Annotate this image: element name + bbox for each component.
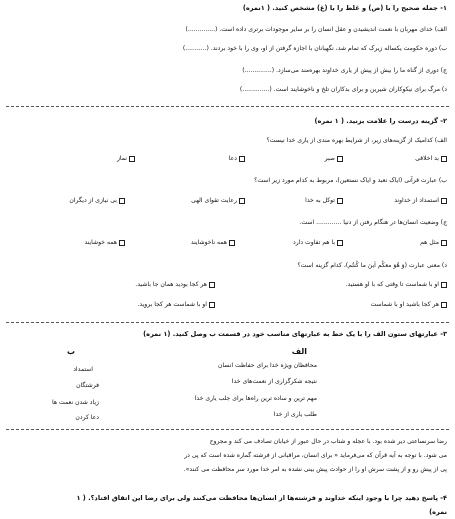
passage-line-1: رضا سرنساعتی دیر شده بود. با عجله و شتاب در حال عبور از خیابان تصادف می کند و مجروح: [209, 438, 447, 445]
checkbox[interactable]: [229, 240, 235, 246]
q2c-option-2[interactable]: با هم تفاوت دارد: [293, 239, 343, 246]
q1-item-b: ب) دوره حکومت یکساله زیرک که تمام شد، نگهبانان با اجازه گرفتن از او، وی را با خود بردند. (...........): [182, 45, 447, 52]
q2b-option-3[interactable]: رعایت تقوای الهی: [191, 197, 245, 204]
q3-col-b-item-4: دعا کردن: [75, 414, 99, 421]
section-divider: [6, 429, 449, 430]
checkbox[interactable]: [239, 198, 245, 204]
checkbox[interactable]: [441, 156, 447, 162]
checkbox[interactable]: [129, 156, 135, 162]
checkbox[interactable]: [441, 282, 447, 288]
q3-col-a-item-1: محافظان ویژه خدا برای حفاظت انسان: [217, 362, 317, 369]
q2d-option-2[interactable]: هر کجا بودید همان جا باشید.: [135, 281, 215, 288]
checkbox[interactable]: [441, 240, 447, 246]
checkbox[interactable]: [119, 240, 125, 246]
q2b-option-2[interactable]: توکل به خدا: [305, 197, 343, 204]
q2a-question: الف) کدامیک از گزینه‌های زیر، از شرایط بهره مندی از یاری خدا نیست؟: [266, 137, 447, 144]
q2b-option-1[interactable]: استمداد از خداوند: [394, 197, 447, 204]
q1-item-d: د) مرگ برای نیکوکاران شیرین و برای بدکاران تلخ و ناخوشایند است. (..............): [239, 86, 447, 93]
checkbox[interactable]: [441, 198, 447, 204]
checkbox[interactable]: [337, 156, 343, 162]
checkbox[interactable]: [337, 198, 343, 204]
q3-col-b-item-1: استمداد: [73, 366, 93, 373]
q3-col-a-item-3: مهم ترین و ساده ترین راه‌ها برای جلب یاری خدا: [194, 395, 317, 402]
q3-title: ۳- عبارتهای ستون الف را با یک خط به عبارتهای مناسب خود در قسمت ب وصل کنید. (۱ نمره): [143, 330, 447, 338]
q2d-option-3[interactable]: هر کجا باشید او با شماست: [371, 301, 447, 308]
q3-col-b-item-2: فرشتگان: [76, 382, 99, 389]
q3-col-a-header: الف: [291, 347, 307, 356]
q3-col-b-item-3: زیاد شدن نعمت ها: [51, 399, 99, 406]
q2c-option-4[interactable]: همه خوشایند: [84, 239, 125, 246]
q2c-question: ج) وضعیت انسان‌ها در هنگام رفتن از دنیا ............. است.: [299, 219, 447, 226]
q4-title-cont: نمره): [429, 508, 447, 516]
q1-item-c: ج) دوری از گناه ما را بیش از پیش از یاری خداوند بهره‌مند می‌سازد. (..............): [242, 67, 447, 74]
checkbox[interactable]: [119, 198, 125, 204]
q2d-question: د) معنی عبارت (وَ هُوَ معکُم اَینَ ما کُنتُم)، کدام گزینه است؟: [297, 262, 447, 269]
q2a-option-3[interactable]: دعا: [229, 155, 245, 162]
q2c-option-3[interactable]: همه ناخوشایند: [191, 239, 235, 246]
q2a-option-4[interactable]: نماز: [117, 155, 135, 162]
q2c-option-1[interactable]: مثل هم: [420, 239, 447, 246]
section-divider: [6, 106, 449, 107]
checkbox[interactable]: [209, 282, 215, 288]
q1-item-a: الف) خدای مهربان با نعمت اندیشیدن و عقل انسان را بر سایر موجودات برتری داده است. (..............): [185, 26, 447, 33]
section-divider: [6, 322, 449, 323]
q1-title: ۱- جمله صحیح را با (ص) و غلط را با (غ) مشخص کنید. ( ۱نمره): [242, 4, 447, 12]
checkbox[interactable]: [209, 302, 215, 308]
q2b-option-4[interactable]: بی نیازی از دیگران: [69, 197, 125, 204]
q2d-option-1[interactable]: او با شماست تا وقتی که با او هستید.: [346, 281, 447, 288]
q2-title: ۲- گزینه درست را علامت بزنید. ( ۱ نمره): [314, 117, 447, 125]
passage-line-2: می شود. با توجه به آیه قرآن که می‌فرماید « برای انسان، مراقبانی از فرشته گماره شده است که پی در: [184, 452, 447, 459]
q2a-option-1[interactable]: بد اخلاقی: [415, 155, 447, 162]
q3-col-b-header: ب: [66, 347, 75, 356]
q2b-question: ب) عبارت قرآنی (ایاک نعبد و ایاک نستعین)، مربوط به کدام مورد زیر است؟: [254, 177, 447, 184]
q2a-option-2[interactable]: صبر: [325, 155, 343, 162]
q3-col-a-item-2: نتیجه شکرگزاری از نعمت‌های خدا: [231, 378, 317, 385]
q3-col-a-item-4: طلب یاری از خدا: [273, 411, 317, 418]
checkbox[interactable]: [239, 156, 245, 162]
passage-line-3: پی از پیش رو و از پشت سرش او را از حوادث پیش بینی نشده به امر خدا مورد سر محافظت می کنند».: [183, 466, 447, 473]
checkbox[interactable]: [337, 240, 343, 246]
q4-title: ۴- پاسخ دهید چرا با وجود اینکه خداوند و فرشته‌ها از انسان‌ها محافظت می‌کنند ولی برای رضا این اتفاق افتاد؟. ( ۱: [76, 494, 447, 502]
checkbox[interactable]: [441, 302, 447, 308]
q2d-option-4[interactable]: او با شماست هر کجا بروید.: [137, 301, 215, 308]
